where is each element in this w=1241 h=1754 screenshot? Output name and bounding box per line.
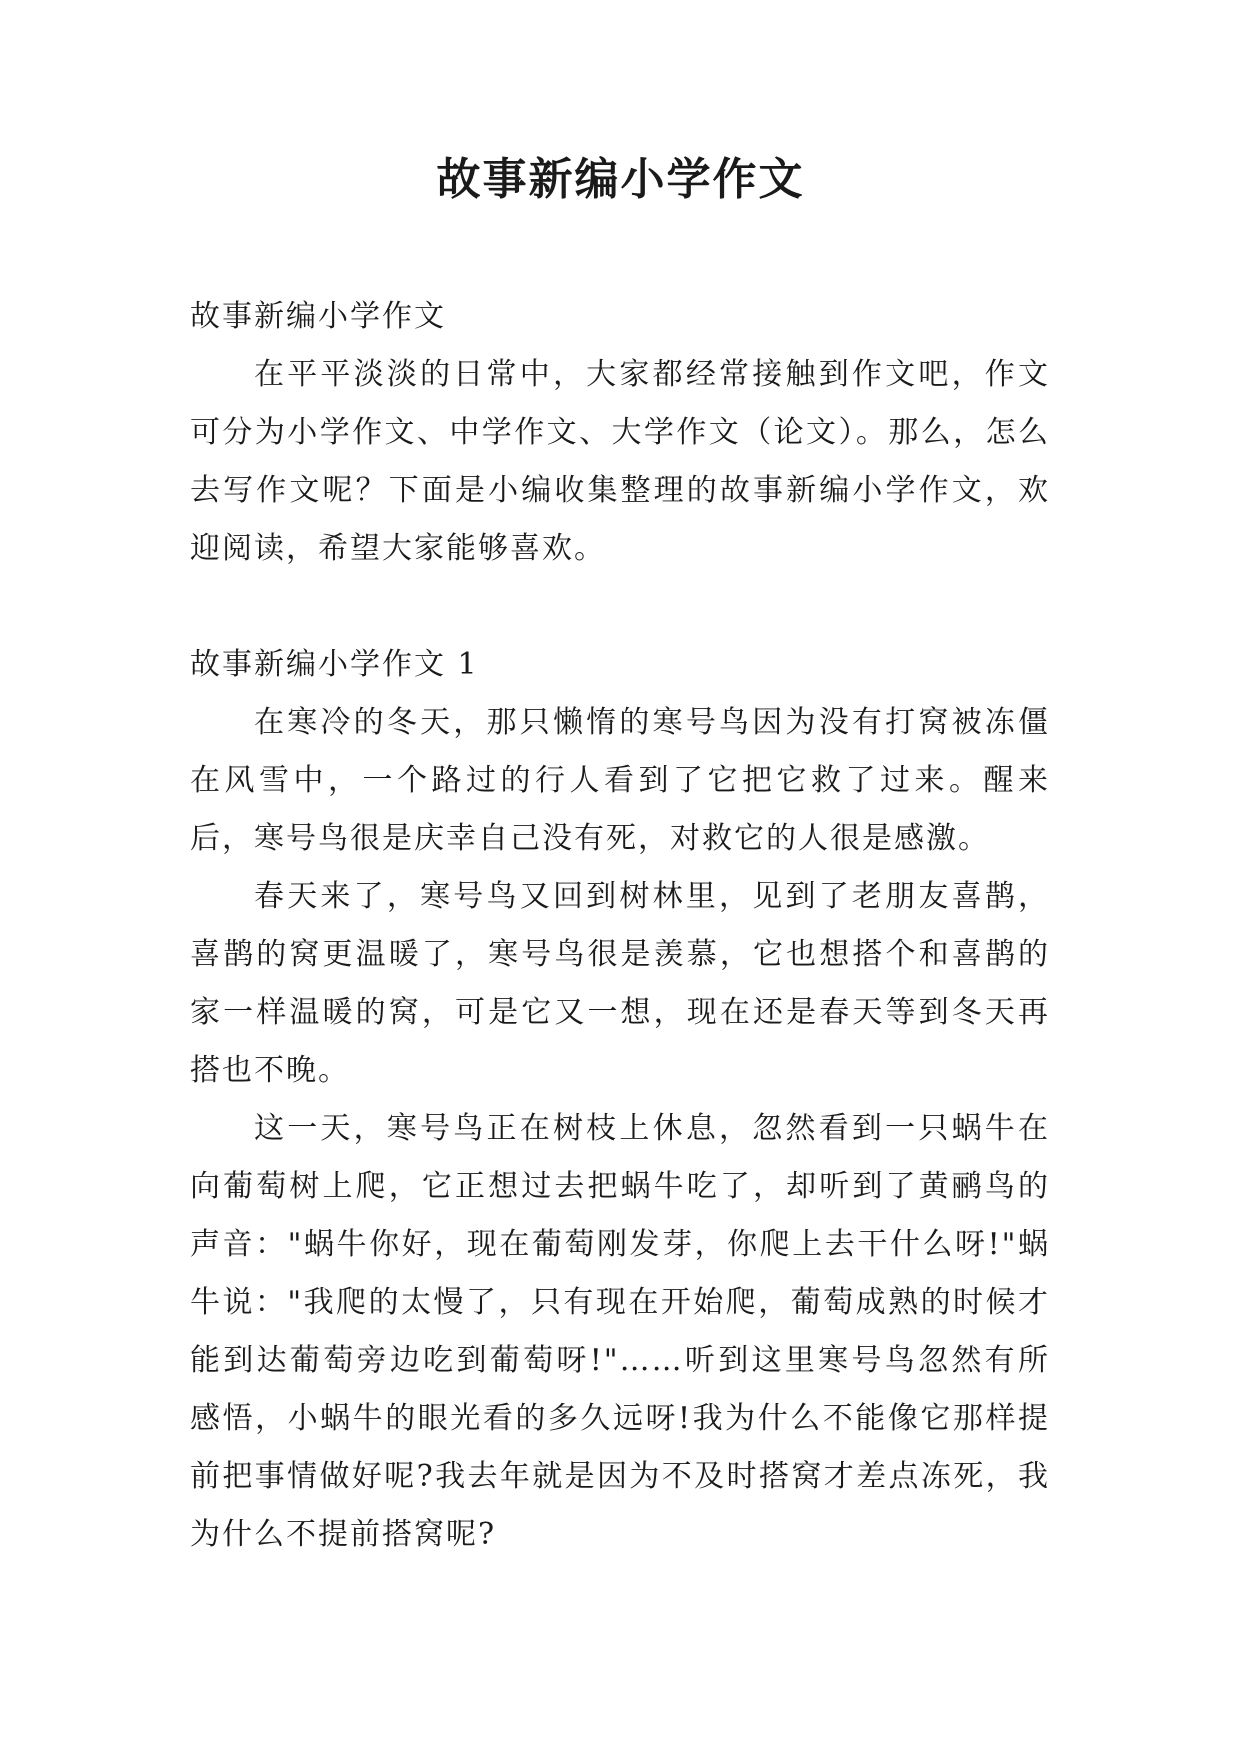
intro-paragraph: 在平平淡淡的日常中，大家都经常接触到作文吧，作文可分为小学作文、中学作文、大学作文（论文）。那么，怎么去写作文呢？下面是小编收集整理的故事新编小学作文，欢迎阅读，希望大家能够喜欢。 [190,357,1050,566]
document-title: 故事新编小学作文 [436,154,805,205]
story-paragraph-3: 这一天，寒号鸟正在树枝上休息，忽然看到一只蜗牛在向葡萄树上爬，它正想过去把蜗牛吃了，却听到了黄鹂鸟的声音："蜗牛你好，现在葡萄刚发芽，你爬上去干什么呀!"蜗牛说："我爬的太慢了，只有现在开始爬，葡萄成熟的时候才能到达葡萄旁边吃到葡萄呀!"……听到这里寒号鸟忽然有所感悟，小蜗牛的眼光看的多久远呀!我为什么不能像它那样提前把事情做好呢?我去年就是因为不及时搭窝才差点冻死，我为什么不提前搭窝呢? [190,1111,1050,1552]
story-paragraph-1: 在寒冷的冬天，那只懒惰的寒号鸟因为没有打窝被冻僵在风雪中，一个路过的行人看到了它把它救了过来。醒来后，寒号鸟很是庆幸自己没有死，对救它的人很是感激。 [190,705,1050,856]
paragraph-spacer [190,578,1050,636]
story-paragraph-2: 春天来了，寒号鸟又回到树林里，见到了老朋友喜鹊，喜鹊的窝更温暖了，寒号鸟很是羡慕，它也想搭个和喜鹊的家一样温暖的窝，可是它又一想，现在还是春天等到冬天再搭也不晚。 [190,879,1050,1088]
section-heading: 故事新编小学作文 1 [190,647,479,682]
document-body [190,288,1050,1564]
subtitle-line: 故事新编小学作文 [190,299,446,334]
